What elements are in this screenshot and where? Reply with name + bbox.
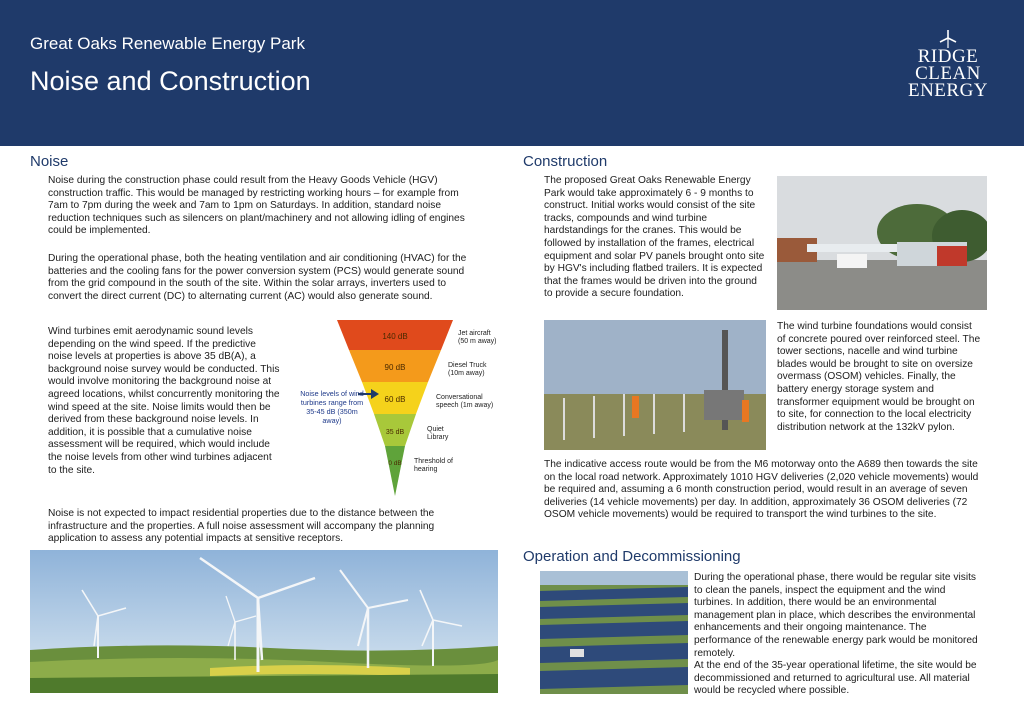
db-label-0: 0 dB (388, 460, 402, 467)
construction-heading: Construction (523, 153, 608, 170)
operation-heading: Operation and Decommissioning (523, 548, 741, 565)
level-band-0 (385, 446, 405, 496)
construction-paragraph-1: The proposed Great Oaks Renewable Energy Park would take approximately 6 - 9 months to construct. Initial works would consist of the site tracks, compounds and wind turbine hardstandings for the cranes. This would be followed by installation of the frames, electrical equipment and solar PV panels brought onto site by HGV's including flatbed trailers. It is expected that the frames would be driven into the ground to provide a secure foundation. (544, 175, 765, 300)
level-label-35: Quiet Library (427, 426, 449, 441)
delivery-trucks-photo (777, 176, 987, 310)
level-label-140: Jet aircraft (50 m away) (458, 330, 497, 345)
logo-line-3: ENERGY (907, 80, 989, 101)
db-label-60: 60 dB (384, 395, 406, 404)
construction-paragraph-3: The indicative access route would be from the M6 motorway onto the A689 then towards the site on the local road network. Approximately 1010 HGV deliveries (2,020 vehicle movements) would be required and, assuming a 6 month construction period, would result in an average of seven deliveries (14 vehicle movements) per day. In addition, approximately 36 OSOM deliveries (72 OSOM vehicle movements) would be required to transport the wind turbines to the site. (544, 459, 979, 521)
level-label-90: Diesel Truck (10m away) (448, 362, 487, 377)
noise-heading: Noise (30, 153, 69, 170)
noise-paragraph-1: Noise during the construction phase could result from the Heavy Goods Vehicle (HGV) construction traffic. This would be managed by restricting working hours – for example from 7am to 7pm during the week and 7am to 1pm on Saturdays. In addition, standard noise reduction techniques such as silencers on plant/machinery and not allowing idling of engines could be implemented. (48, 175, 465, 237)
page-title: Noise and Construction (30, 66, 311, 96)
db-label-140: 140 dB (382, 332, 408, 341)
db-label-35: 35 dB (385, 429, 405, 436)
noise-paragraph-2: During the operational phase, both the heating ventilation and air conditioning (HVAC) for the batteries and the cooling fans for the power conversion system (PCS) would generate sound from the grid compound in the south of the site. Within the solar arrays, inverters used to convert the direct current (DC) to alternating current (AC) would also generate sound. (48, 253, 467, 302)
turbine-noise-range-label: Noise levels of wind turbines range from 35-45 dB (350m away) (300, 389, 364, 425)
park-name: Great Oaks Renewable Energy Park (30, 34, 305, 53)
logo-line-2: CLEAN (915, 63, 981, 84)
level-label-0: Threshold of hearing (414, 458, 453, 473)
db-label-90: 90 dB (384, 363, 406, 372)
solar-farm-photo (540, 571, 688, 694)
arrow-right-icon (358, 388, 380, 400)
header-banner (0, 0, 1024, 146)
construction-paragraph-2: The wind turbine foundations would consist of concrete poured over reinforced steel. The tower sections, nacelle and wind turbine blades would be brought to site on oversize overmass (OSOM) vehicles. Finally, the battery energy storage system and transformer equipment would be brought on to site, for connection to the local electricity distribution network at the 132kV pylon. (777, 321, 981, 433)
level-label-60: Conversational speech (1m away) (436, 394, 494, 409)
ridge-clean-energy-logo (898, 30, 998, 110)
pile-driving-photo (544, 320, 766, 450)
noise-paragraph-4: Noise is not expected to impact residential properties due to the distance between the infrastructure and the properties. A full noise assessment will accompany the planning application to assess any potential impacts at sensitive receptors. (48, 508, 435, 545)
operation-paragraph-2: At the end of the 35-year operational lifetime, the site would be decommissioned and returned to agricultural use. All material would be recycled where possible. (694, 660, 977, 697)
noise-paragraph-3: Wind turbines emit aerodynamic sound levels depending on the wind speed. If the predictive noise levels at properties is above 35 dB(A), a background noise survey would be conducted. This would involve monitoring the background noise at agreed locations, whilst concurrently monitoring the wind speed at the site. Noise limits would then be derived from these background noise levels. In addition, it is possible that a cumulative noise assessment will be required, which would include the noise levels from other wind turbines adjacent to the site. (48, 326, 280, 476)
logo-line-1: RIDGE (917, 46, 979, 67)
wind-turbines-photo (30, 550, 498, 693)
operation-paragraph-1: During the operational phase, there would be regular site visits to clean the panels, inspect the equipment and the wind turbines. In addition, there would be an environmental management plan in place, which describes the environmental enhancements and their ongoing maintenance. The performance of the renewable energy park would be monitored remotely. (694, 572, 978, 659)
